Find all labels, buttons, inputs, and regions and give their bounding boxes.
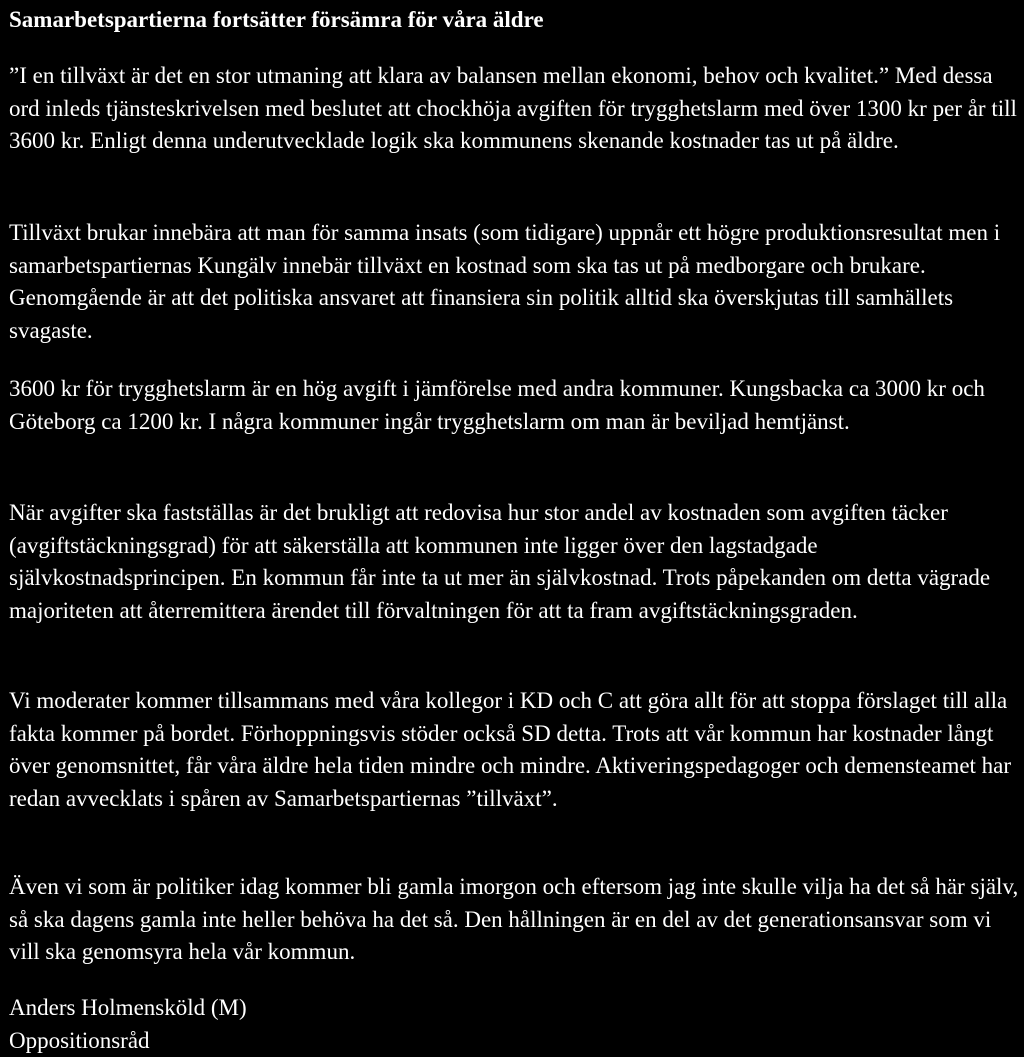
document-title: Samarbetspartierna fortsätter försämra för våra äldre	[9, 6, 544, 34]
signature-block	[9, 992, 1019, 1057]
paragraph: Även vi som är politiker idag kommer bli gamla imorgon och eftersom jag inte skulle vilja ha det så här själv, så ska dagens gamla inte heller behöva ha det så. Den hållningen är en del av det generationsansvar som vi vill ska genomsyra hela vår kommun.	[9, 871, 1019, 969]
paragraph: Tillväxt brukar innebära att man för samma insats (som tidigare) uppnår ett högre produktionsresultat men i samarbetspartiernas Kungälv innebär tillväxt en kostnad som ska tas ut på medborgare och brukare. Genomgående är att det politiska ansvaret att finansiera sin politik alltid ska överskjutas till samhällets svagaste.	[9, 217, 1019, 347]
paragraph: ”I en tillväxt är det en stor utmaning att klara av balansen mellan ekonomi, behov och kvalitet.” Med dessa ord inleds tjänsteskrivelsen med beslutet att chockhöja avgiften för trygghetslarm med över 1300 kr per år till 3600 kr. Enligt denna underutvecklade logik ska kommunens skenande kostnader tas ut på äldre.	[9, 60, 1019, 158]
signature-name: Anders Holmensköld (M)	[9, 992, 1019, 1025]
signature-role: Oppositionsråd	[9, 1025, 1019, 1057]
paragraph: 3600 kr för trygghetslarm är en hög avgift i jämförelse med andra kommuner. Kungsbacka ca 3000 kr och Göteborg ca 1200 kr. I några kommuner ingår trygghetslarm om man är beviljad hemtjänst.	[9, 373, 1019, 438]
paragraph: Vi moderater kommer tillsammans med våra kollegor i KD och C att göra allt för att stoppa förslaget till alla fakta kommer på bordet. Förhoppningsvis stöder också SD detta. Trots att vår kommun har kostnader långt över genomsnittet, får våra äldre hela tiden mindre och mindre. Aktiveringspedagoger och demensteamet har redan avvecklats i spåren av Samarbetspartiernas ”tillväxt”.	[9, 685, 1019, 815]
paragraph: När avgifter ska fastställas är det brukligt att redovisa hur stor andel av kostnaden som avgiften täcker (avgiftstäckningsgrad) för att säkerställa att kommunen inte ligger över den lagstadgade självkostnadsprincipen. En kommun får inte ta ut mer än självkostnad. Trots påpekanden om detta vägrade majoriteten att återremittera ärendet till förvaltningen för att ta fram avgiftstäckningsgraden.	[9, 497, 1019, 627]
